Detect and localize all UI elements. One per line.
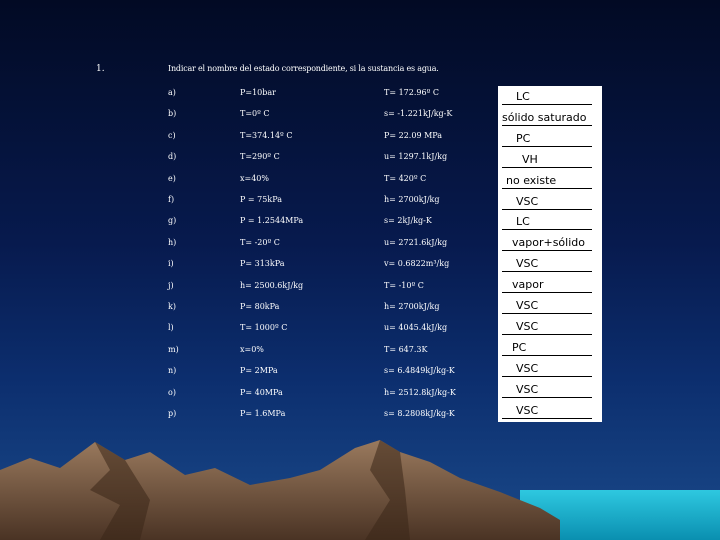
row-label: g) <box>168 216 177 226</box>
condition-row <box>0 174 720 188</box>
answer-text: LC <box>516 215 530 229</box>
row-label: m) <box>168 344 179 354</box>
question-number: 1. <box>96 64 105 74</box>
answer-entry <box>498 340 602 360</box>
condition-row <box>0 131 720 145</box>
answer-entry <box>498 319 602 339</box>
condition-2: P= 22.09 MPa <box>384 130 443 140</box>
condition-2: u= 4045.4kJ/kg <box>384 323 448 333</box>
mountain-landscape <box>0 430 720 540</box>
answer-underline <box>502 292 592 293</box>
answer-text: VSC <box>516 194 539 208</box>
row-label: h) <box>168 237 177 247</box>
condition-row <box>0 88 720 102</box>
answer-underline <box>502 250 592 251</box>
answer-text: VH <box>522 152 538 166</box>
answer-text: VSC <box>516 382 539 396</box>
row-label: a) <box>168 88 176 97</box>
condition-1: T=0º C <box>240 109 270 119</box>
answer-text: PC <box>512 340 527 354</box>
instruction-text: Indicar el nombre del estado correspondiente, si la sustancia es agua. <box>168 64 439 73</box>
condition-2: T= 647.3K <box>384 344 428 354</box>
condition-2: T= 420º C <box>384 173 427 183</box>
condition-row <box>0 238 720 252</box>
answer-text: VSC <box>516 361 539 375</box>
answer-entry <box>498 89 602 109</box>
answer-text: vapor+sólido <box>512 236 585 250</box>
answer-underline <box>502 125 592 126</box>
condition-2: u= 1297.1kJ/kg <box>384 152 448 162</box>
answers-panel <box>498 86 602 422</box>
condition-2: h= 2700kJ/kg <box>384 302 440 311</box>
condition-1: P= 2MPa <box>240 366 278 376</box>
answer-underline <box>502 188 592 189</box>
answer-underline <box>502 355 592 356</box>
condition-1: P= 1.6MPa <box>240 409 286 418</box>
condition-1: x=0% <box>240 344 264 354</box>
answer-underline <box>502 418 592 419</box>
answer-underline <box>502 104 592 105</box>
answer-text: LC <box>516 90 530 103</box>
condition-1: h= 2500.6kJ/kg <box>240 280 304 290</box>
mountain-range <box>0 440 560 540</box>
answer-text: VSC <box>516 257 539 271</box>
condition-1: T=374.14º C <box>240 130 293 140</box>
row-label: b) <box>168 109 177 119</box>
condition-1: T=290º C <box>240 152 280 162</box>
answer-underline <box>502 167 592 168</box>
answer-text: VSC <box>516 319 539 333</box>
answer-entry <box>498 298 602 318</box>
condition-1: T= 1000º C <box>240 323 288 333</box>
answer-entry <box>498 277 602 297</box>
condition-1: T= -20º C <box>240 237 280 247</box>
answer-entry <box>498 235 602 255</box>
answer-underline <box>502 397 592 398</box>
answer-underline <box>502 229 592 230</box>
condition-row <box>0 323 720 337</box>
condition-2: s= 6.4849kJ/kg-K <box>384 366 455 376</box>
row-label: j) <box>168 280 174 290</box>
condition-2: s= 8.2808kJ/kg-K <box>384 409 455 418</box>
condition-2: s= -1.221kJ/kg-K <box>384 109 453 119</box>
condition-row <box>0 302 720 316</box>
condition-2: T= 172.96º C <box>384 88 439 97</box>
answer-underline <box>502 376 592 377</box>
row-label: k) <box>168 302 176 311</box>
answer-underline <box>502 146 592 147</box>
answer-text: sólido saturado <box>502 110 587 124</box>
row-label: l) <box>168 323 174 333</box>
answer-entry <box>498 361 602 381</box>
condition-1: P= 80kPa <box>240 302 280 311</box>
answer-entry <box>498 403 602 423</box>
answer-underline <box>502 271 592 272</box>
row-label: n) <box>168 366 177 376</box>
row-label: e) <box>168 173 176 183</box>
answer-text: vapor <box>512 278 544 292</box>
condition-1: P = 75kPa <box>240 195 282 204</box>
condition-2: s= 2kJ/kg-K <box>384 216 432 226</box>
answer-entry <box>498 194 602 214</box>
condition-1: P= 40MPa <box>240 387 283 397</box>
condition-row <box>0 152 720 166</box>
answer-underline <box>502 313 592 314</box>
condition-2: v= 0.6822m³/kg <box>384 259 450 269</box>
answer-text: VSC <box>516 299 539 312</box>
row-label: c) <box>168 130 176 140</box>
condition-row <box>0 259 720 273</box>
answer-entry <box>498 214 602 234</box>
condition-1: P=10bar <box>240 88 276 97</box>
answer-entry <box>498 173 602 193</box>
answer-underline <box>502 209 592 210</box>
condition-2: h= 2512.8kJ/kg-K <box>384 387 456 397</box>
condition-1: x=40% <box>240 173 269 183</box>
row-label: p) <box>168 409 177 418</box>
row-label: d) <box>168 152 177 162</box>
answer-entry <box>498 152 602 172</box>
answer-entry <box>498 110 602 130</box>
condition-row <box>0 345 720 359</box>
condition-row <box>0 388 720 402</box>
condition-2: T= -10º C <box>384 280 424 290</box>
answer-text: no existe <box>506 173 557 187</box>
condition-2: u= 2721.6kJ/kg <box>384 237 448 247</box>
condition-row <box>0 409 720 423</box>
row-label: f) <box>168 195 175 204</box>
condition-row <box>0 366 720 380</box>
condition-1: P = 1.2544MPa <box>240 216 304 226</box>
condition-row <box>0 109 720 123</box>
answer-text: PC <box>516 131 531 145</box>
row-label: i) <box>168 259 174 269</box>
answer-underline <box>502 334 592 335</box>
condition-1: P= 313kPa <box>240 259 285 269</box>
answer-entry <box>498 382 602 402</box>
row-label: o) <box>168 387 176 397</box>
condition-row <box>0 281 720 295</box>
condition-2: h= 2700kJ/kg <box>384 195 440 204</box>
answer-entry <box>498 256 602 276</box>
condition-row <box>0 216 720 230</box>
answer-entry <box>498 131 602 151</box>
condition-row <box>0 195 720 209</box>
answer-text: VSC <box>516 403 539 417</box>
